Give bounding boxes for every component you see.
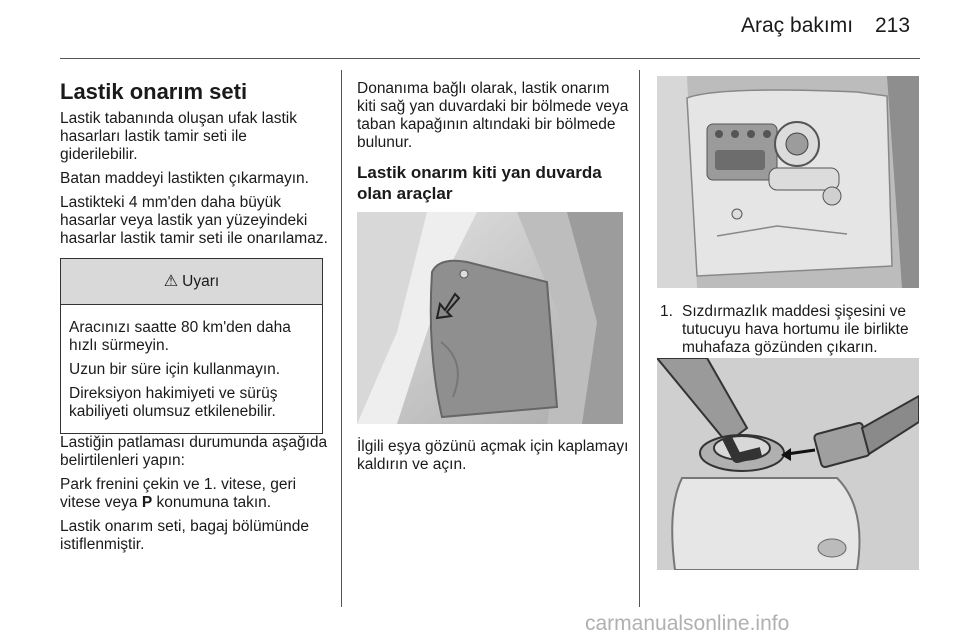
paragraph: Lastiğin patlaması durumunda aşağıda belirtilenleri yapın: <box>60 434 328 469</box>
trunk-compartment-illustration <box>357 212 623 424</box>
warning-header <box>61 259 322 305</box>
text-run: Park frenini çekin ve 1. vitese, geri vitese veya <box>60 476 297 511</box>
figure-caption <box>357 438 629 480</box>
column-divider <box>341 70 342 607</box>
sealant-bottle-drawing <box>657 358 919 570</box>
sealant-bottle-illustration <box>657 358 919 570</box>
warning-text: Direksiyon hakimiyeti ve sürüş kabiliyeti olumsuz etkilenebilir. <box>69 385 278 420</box>
paragraph <box>60 476 328 512</box>
warning-box <box>60 258 323 434</box>
header-divider <box>60 58 920 59</box>
paragraph: Batan maddeyi lastikten çıkarmayın. <box>60 170 309 187</box>
text-run: konumuna takın. <box>152 494 272 511</box>
column-middle <box>357 80 629 214</box>
running-header-section: Araç bakımı <box>741 14 854 37</box>
column-left <box>60 80 328 560</box>
paragraph: Lastik tabanında oluşan ufak lastik hasarları lastik tamir seti ile giderilebilir. <box>60 110 297 163</box>
paragraph: Donanıma bağlı olarak, lastik onarım kiti sağ yan duvardaki bir bölmede veya taban kapağının altındaki bir bölmede bulunur. <box>357 80 629 151</box>
warning-text: Uzun bir süre için kullanmayın. <box>69 361 281 378</box>
gear-position-p: P <box>141 494 153 511</box>
trunk-compartment-drawing <box>357 212 623 424</box>
subsection-heading: Lastik onarım kiti yan duvarda olan araçlar <box>357 163 602 203</box>
watermark: carmanualsonline.info <box>585 612 790 635</box>
warning-triangle-icon: ⚠ <box>163 272 179 290</box>
section-title: Lastik onarım seti <box>60 79 248 104</box>
column-divider <box>639 70 640 607</box>
warning-body <box>61 305 322 433</box>
caption-text: İlgili eşya gözünü açmak için kaplamayı kaldırın ve açın. <box>357 438 629 473</box>
paragraph: Lastik onarım seti, bagaj bölümünde istiflenmiştir. <box>60 518 310 553</box>
warning-title: Uyarı <box>182 272 220 290</box>
paragraph: Lastikteki 4 mm'den daha büyük hasarlar veya lastik yan yüzeyindeki hasarlar lastik tamir seti ile onarılamaz. <box>60 194 328 247</box>
page-number: 213 <box>875 14 911 37</box>
repair-kit-drawing <box>657 76 919 288</box>
step-text: Sızdırmazlık maddesi şişesini ve tutucuyu hava hortumu ile birlikte muhafaza gözünden çıkarın. <box>682 303 909 356</box>
step-number: 1. <box>660 303 673 320</box>
repair-kit-compartment-illustration <box>657 76 919 288</box>
warning-text: Aracınızı saatte 80 km'den daha hızlı sürmeyin. <box>69 319 291 354</box>
step-item <box>660 303 922 357</box>
